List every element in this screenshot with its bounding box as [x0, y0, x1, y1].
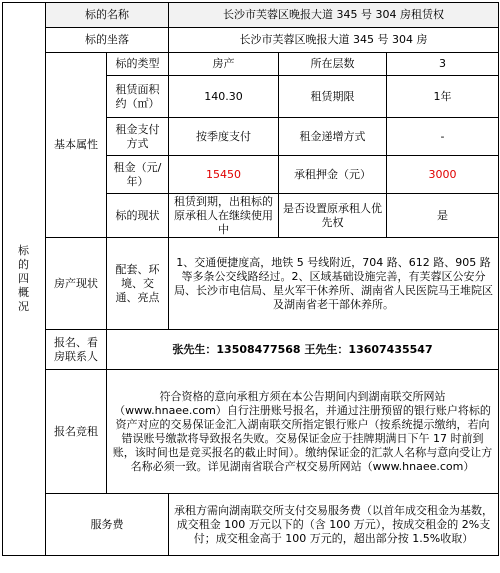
location-label: 标的坐落: [46, 28, 169, 53]
rent-value: 15450: [169, 156, 279, 194]
rent-label: 租金（元/年）: [107, 156, 169, 194]
contact-label: 报名、看房联系人: [46, 330, 107, 370]
registration-text: 符合资格的意向承租方须在本公告期间内到湖南联交所网站（www.hnaee.com）自行注册账号报名，并通过注册预留的银行账户将标的资产对应的交易保证金汇入湖南联交所指定银行账户（按系统提示缴纳，若向错误账号缴款将导致报名失败。交易保证金应于挂牌期满日下午 17 时前到账，该时间也是竞买报名的截止时间）。缴纳保证金的汇款人名称与意向受让方名称必须一致。详见湖南省联合产权交易所网站（www.hnaee.com）: [107, 370, 499, 494]
term-value: 1年: [387, 76, 499, 118]
basic-group-label: 基本属性: [46, 53, 107, 238]
area-label: 租赁面积约（㎡）: [107, 76, 169, 118]
name-label: 标的名称: [46, 3, 169, 28]
registration-label: 报名竞租: [46, 370, 107, 494]
increase-value: -: [387, 118, 499, 156]
type-label: 标的类型: [107, 53, 169, 76]
floor-value: 3: [387, 53, 499, 76]
payment-value: 按季度支付: [169, 118, 279, 156]
type-value: 房产: [169, 53, 279, 76]
deposit-label: 承租押金（元）: [279, 156, 387, 194]
row-fee: [3, 494, 499, 556]
priority-value: 是: [387, 194, 499, 238]
location-value: 长沙市芙蓉区晚报大道 345 号 304 房: [169, 28, 499, 53]
area-value: 140.30: [169, 76, 279, 118]
row-facilities: [3, 238, 499, 330]
floor-label: 所在层数: [279, 53, 387, 76]
row-type: [3, 53, 499, 76]
section-label-cell: [3, 3, 46, 556]
row-registration: [3, 370, 499, 494]
row-name: [3, 3, 499, 28]
row-location: [3, 28, 499, 53]
name-value: 长沙市芙蓉区晚报大道 345 号 304 房租赁权: [169, 3, 499, 28]
contact-value: 张先生：13508477568 王先生：13607435547: [107, 330, 499, 370]
current-label: 标的现状: [107, 194, 169, 238]
listing-table: [2, 2, 499, 556]
section-label: 标的四概况: [18, 244, 30, 313]
row-contact: [3, 330, 499, 370]
facilities-value: 1、交通便捷度高，地铁 5 号线附近，704 路、612 路、905 路等多条公交线路经过。2、区域基础设施完善，有芙蓉区公安分局、长沙市电信局、星火军干休养所、湖南省人民医院马王堆院区及湖南省老干部休养所。: [169, 238, 499, 330]
payment-label: 租金支付方式: [107, 118, 169, 156]
facilities-label: 配套、环境、交通、亮点: [107, 238, 169, 330]
status-group-label: 房产现状: [46, 238, 107, 330]
current-value: 租赁到期，出租标的原承租人在继续使用中: [169, 194, 279, 238]
term-label: 租赁期限: [279, 76, 387, 118]
increase-label: 租金递增方式: [279, 118, 387, 156]
fee-label: 服务费: [46, 494, 169, 556]
fee-text: 承租方需向湖南联交所支付交易服务费（以首年成交租金为基数，成交租金 100 万元以下的（含 100 万元），按成交租金的 2%支付；成交租金高于 100 万元的，超出部分按 1.5%收取）: [169, 494, 499, 556]
priority-label: 是否设置原承租人优先权: [279, 194, 387, 238]
deposit-value: 3000: [387, 156, 499, 194]
